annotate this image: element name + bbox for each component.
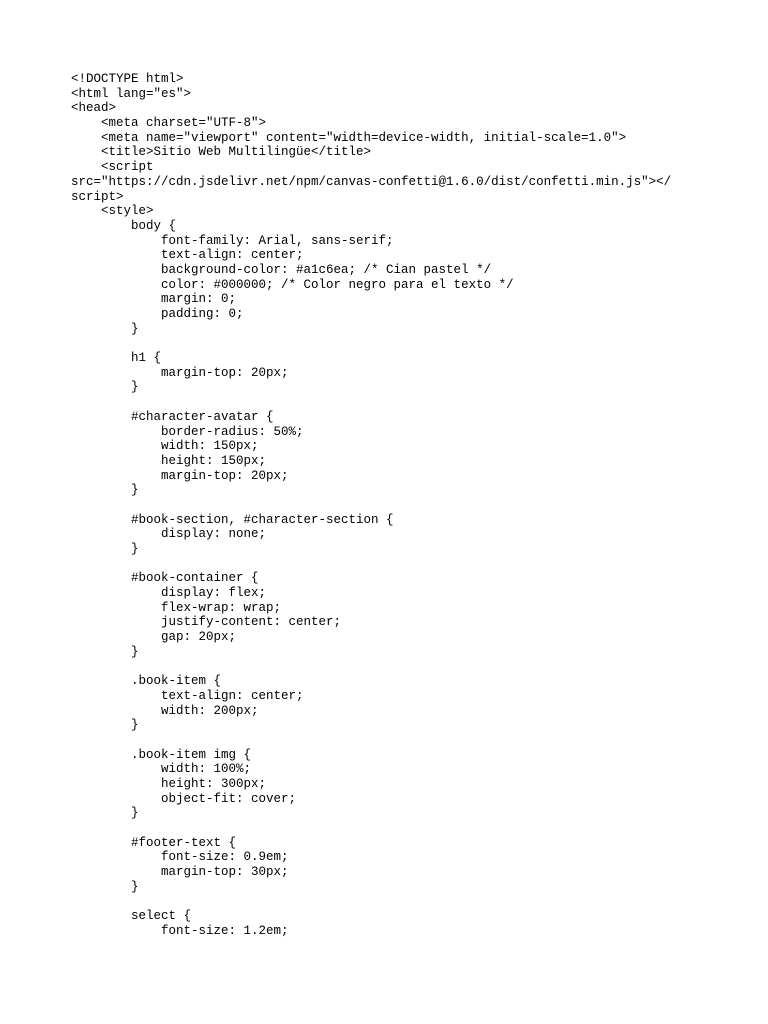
code-line: <meta name="viewport" content="width=device-width, initial-scale=1.0"> xyxy=(71,130,627,145)
code-line: script> xyxy=(71,189,124,204)
code-line: height: 300px; xyxy=(71,777,267,791)
code-listing xyxy=(71,72,711,939)
code-line: font-family: Arial, sans-serif; xyxy=(71,233,394,248)
code-line: #footer-text { xyxy=(71,835,237,850)
code-line: justify-content: center; xyxy=(71,615,342,630)
code-line xyxy=(71,821,711,836)
code-line: <meta charset="UTF-8"> xyxy=(71,116,267,131)
code-line: background-color: #a1c6ea; /* Cian pastel */ xyxy=(71,262,492,277)
code-line: <style> xyxy=(71,204,154,219)
code-line: height: 150px; xyxy=(71,453,267,468)
code-line: width: 100%; xyxy=(71,762,252,777)
code-line xyxy=(71,733,711,748)
code-line xyxy=(71,395,711,410)
code-line: text-align: center; xyxy=(71,248,304,263)
code-line: color: #000000; /* Color negro para el texto */ xyxy=(71,277,514,292)
code-line xyxy=(71,557,711,572)
code-line: } xyxy=(71,380,139,395)
code-line: <!DOCTYPE html> xyxy=(71,72,184,86)
code-line: body { xyxy=(71,218,177,233)
code-line: object-fit: cover; xyxy=(71,791,297,806)
code-line: #character-avatar { xyxy=(71,409,274,424)
code-line: #book-container { xyxy=(71,571,259,586)
code-line: #book-section, #character-section { xyxy=(71,512,394,527)
code-line: } xyxy=(71,483,139,498)
code-line: .book-item { xyxy=(71,674,222,689)
code-line: .book-item img { xyxy=(71,747,252,762)
code-line: <html lang="es"> xyxy=(71,86,192,101)
code-line: } xyxy=(71,644,139,659)
code-line: font-size: 0.9em; xyxy=(71,850,289,865)
code-line: select { xyxy=(71,909,192,924)
code-line: border-radius: 50%; xyxy=(71,424,304,439)
code-line: margin: 0; xyxy=(71,292,237,307)
code-line xyxy=(71,336,711,351)
code-line: } xyxy=(71,806,139,821)
code-line: src="https://cdn.jsdelivr.net/npm/canvas-confetti@1.6.0/dist/confetti.min.js"></ xyxy=(71,174,672,189)
code-line: } xyxy=(71,879,139,894)
code-line: } xyxy=(71,718,139,733)
code-line: <title>Sitio Web Multilingüe</title> xyxy=(71,145,372,160)
code-line xyxy=(71,660,711,675)
code-line: <script xyxy=(71,160,154,175)
code-line: font-size: 1.2em; xyxy=(71,923,289,938)
code-line: padding: 0; xyxy=(71,307,244,321)
code-line: flex-wrap: wrap; xyxy=(71,600,282,615)
code-line: margin-top: 20px; xyxy=(71,365,289,380)
code-line: width: 150px; xyxy=(71,439,259,454)
code-line: } xyxy=(71,542,139,556)
code-line: gap: 20px; xyxy=(71,630,237,645)
code-line xyxy=(71,498,711,513)
code-line: text-align: center; xyxy=(71,688,304,703)
code-line: h1 { xyxy=(71,351,162,366)
code-line: <head> xyxy=(71,101,117,116)
code-line: margin-top: 20px; xyxy=(71,468,289,483)
code-line xyxy=(71,895,711,910)
code-line: display: none; xyxy=(71,527,267,542)
code-line: width: 200px; xyxy=(71,703,259,718)
code-line: margin-top: 30px; xyxy=(71,865,289,880)
code-line: } xyxy=(71,321,139,336)
code-line: display: flex; xyxy=(71,586,267,601)
